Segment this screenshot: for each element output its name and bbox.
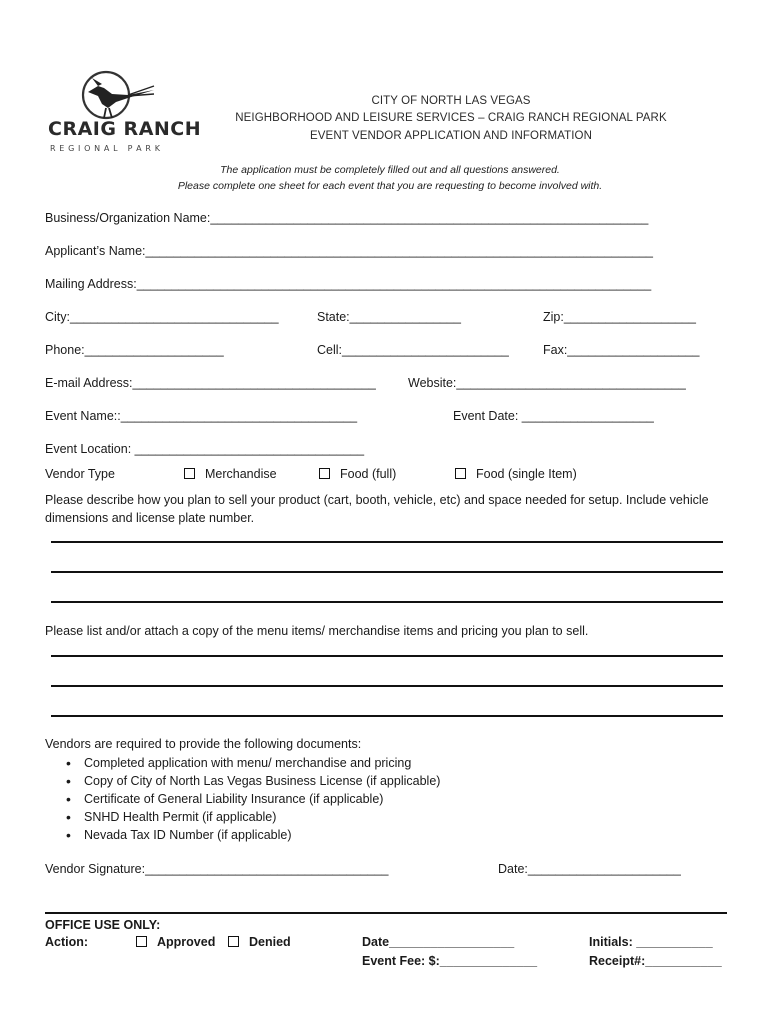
phone-field[interactable]: Phone:____________________ <box>45 343 224 357</box>
event-date-field[interactable]: Event Date: ___________________ <box>453 409 654 423</box>
email-field[interactable]: E-mail Address:___________________________________ <box>45 376 376 390</box>
website-field[interactable]: Website:_________________________________ <box>408 376 686 390</box>
checkbox-icon[interactable] <box>455 468 466 479</box>
documents-list <box>60 754 440 844</box>
craig-ranch-logo <box>46 68 202 160</box>
intro-line-1: The application must be completely filled out and all questions answered. <box>220 164 560 176</box>
menu-answer-line[interactable] <box>51 655 723 657</box>
describe-answer-line[interactable] <box>51 601 723 603</box>
logo-subtitle: R E G I O N A L P A R K <box>50 144 161 153</box>
approved-label: Approved <box>157 935 216 949</box>
describe-prompt-line-2: dimensions and license plate number. <box>45 511 255 525</box>
city-field[interactable]: City:______________________________ <box>45 310 279 324</box>
checkbox-icon[interactable] <box>184 468 195 479</box>
checkbox-icon[interactable] <box>319 468 330 479</box>
list-item: • SNHD Health Permit (if applicable) <box>60 808 440 826</box>
header-line-1: CITY OF NORTH LAS VEGAS <box>371 95 531 107</box>
checkbox-icon[interactable] <box>136 936 147 947</box>
zip-field[interactable]: Zip:___________________ <box>543 310 696 324</box>
vendor-type-food-single[interactable] <box>455 467 577 481</box>
vendor-signature-field[interactable]: Vendor Signature:___________________________________ <box>45 862 389 876</box>
office-initials-field[interactable]: Initials: ___________ <box>589 935 713 949</box>
menu-answer-line[interactable] <box>51 685 723 687</box>
vendor-type-label: Vendor Type <box>45 467 115 481</box>
office-date-field[interactable]: Date__________________ <box>362 935 515 949</box>
food-full-label: Food (full) <box>340 467 397 481</box>
food-single-label: Food (single Item) <box>476 467 577 481</box>
describe-prompt-line-1: Please describe how you plan to sell your product (cart, booth, vehicle, etc) and space needed for setup. Include vehicle <box>45 493 709 507</box>
office-divider <box>45 912 727 914</box>
office-action-label: Action: <box>45 935 89 949</box>
office-event-fee-field[interactable]: Event Fee: $:______________ <box>362 954 538 968</box>
documents-intro: Vendors are required to provide the following documents: <box>45 737 362 751</box>
applicant-name-field[interactable]: Applicant’s Name:_________________________________________________________________________ <box>45 244 654 258</box>
menu-prompt: Please list and/or attach a copy of the menu items/ merchandise items and pricing you plan to sell. <box>45 624 589 638</box>
checkbox-icon[interactable] <box>228 936 239 947</box>
denied-label: Denied <box>249 935 291 949</box>
fax-field[interactable]: Fax:___________________ <box>543 343 700 357</box>
cell-field[interactable]: Cell:________________________ <box>317 343 509 357</box>
state-field[interactable]: State:________________ <box>317 310 461 324</box>
header-line-3: EVENT VENDOR APPLICATION AND INFORMATION <box>310 130 592 142</box>
office-denied-option[interactable] <box>228 935 291 949</box>
event-name-field[interactable]: Event Name::__________________________________ <box>45 409 358 423</box>
office-approved-option[interactable] <box>136 935 215 949</box>
header-line-2: NEIGHBORHOOD AND LEISURE SERVICES – CRAIG RANCH REGIONAL PARK <box>235 112 667 124</box>
mailing-address-field[interactable]: Mailing Address:__________________________________________________________________________ <box>45 277 652 291</box>
office-receipt-field[interactable]: Receipt#:___________ <box>589 954 722 968</box>
list-item: • Nevada Tax ID Number (if applicable) <box>60 826 440 844</box>
list-item: • Copy of City of North Las Vegas Business License (if applicable) <box>60 772 440 790</box>
describe-answer-line[interactable] <box>51 541 723 543</box>
office-use-title: OFFICE USE ONLY: <box>45 918 161 932</box>
signature-date-field[interactable]: Date:______________________ <box>498 862 681 876</box>
vendor-type-merchandise[interactable] <box>184 467 277 481</box>
intro-line-2: Please complete one sheet for each event that you are requesting to become involved with. <box>177 180 603 192</box>
list-item: • Completed application with menu/ merchandise and pricing <box>60 754 440 772</box>
list-item: • Certificate of General Liability Insurance (if applicable) <box>60 790 440 808</box>
event-location-field[interactable]: Event Location: _________________________________ <box>45 442 365 456</box>
vendor-type-food-full[interactable] <box>319 467 396 481</box>
business-name-field[interactable]: Business/Organization Name:_______________________________________________________________ <box>45 211 649 225</box>
describe-answer-line[interactable] <box>51 571 723 573</box>
merchandise-label: Merchandise <box>205 467 277 481</box>
logo-name: CRAIG RANCH <box>48 118 202 140</box>
menu-answer-line[interactable] <box>51 715 723 717</box>
